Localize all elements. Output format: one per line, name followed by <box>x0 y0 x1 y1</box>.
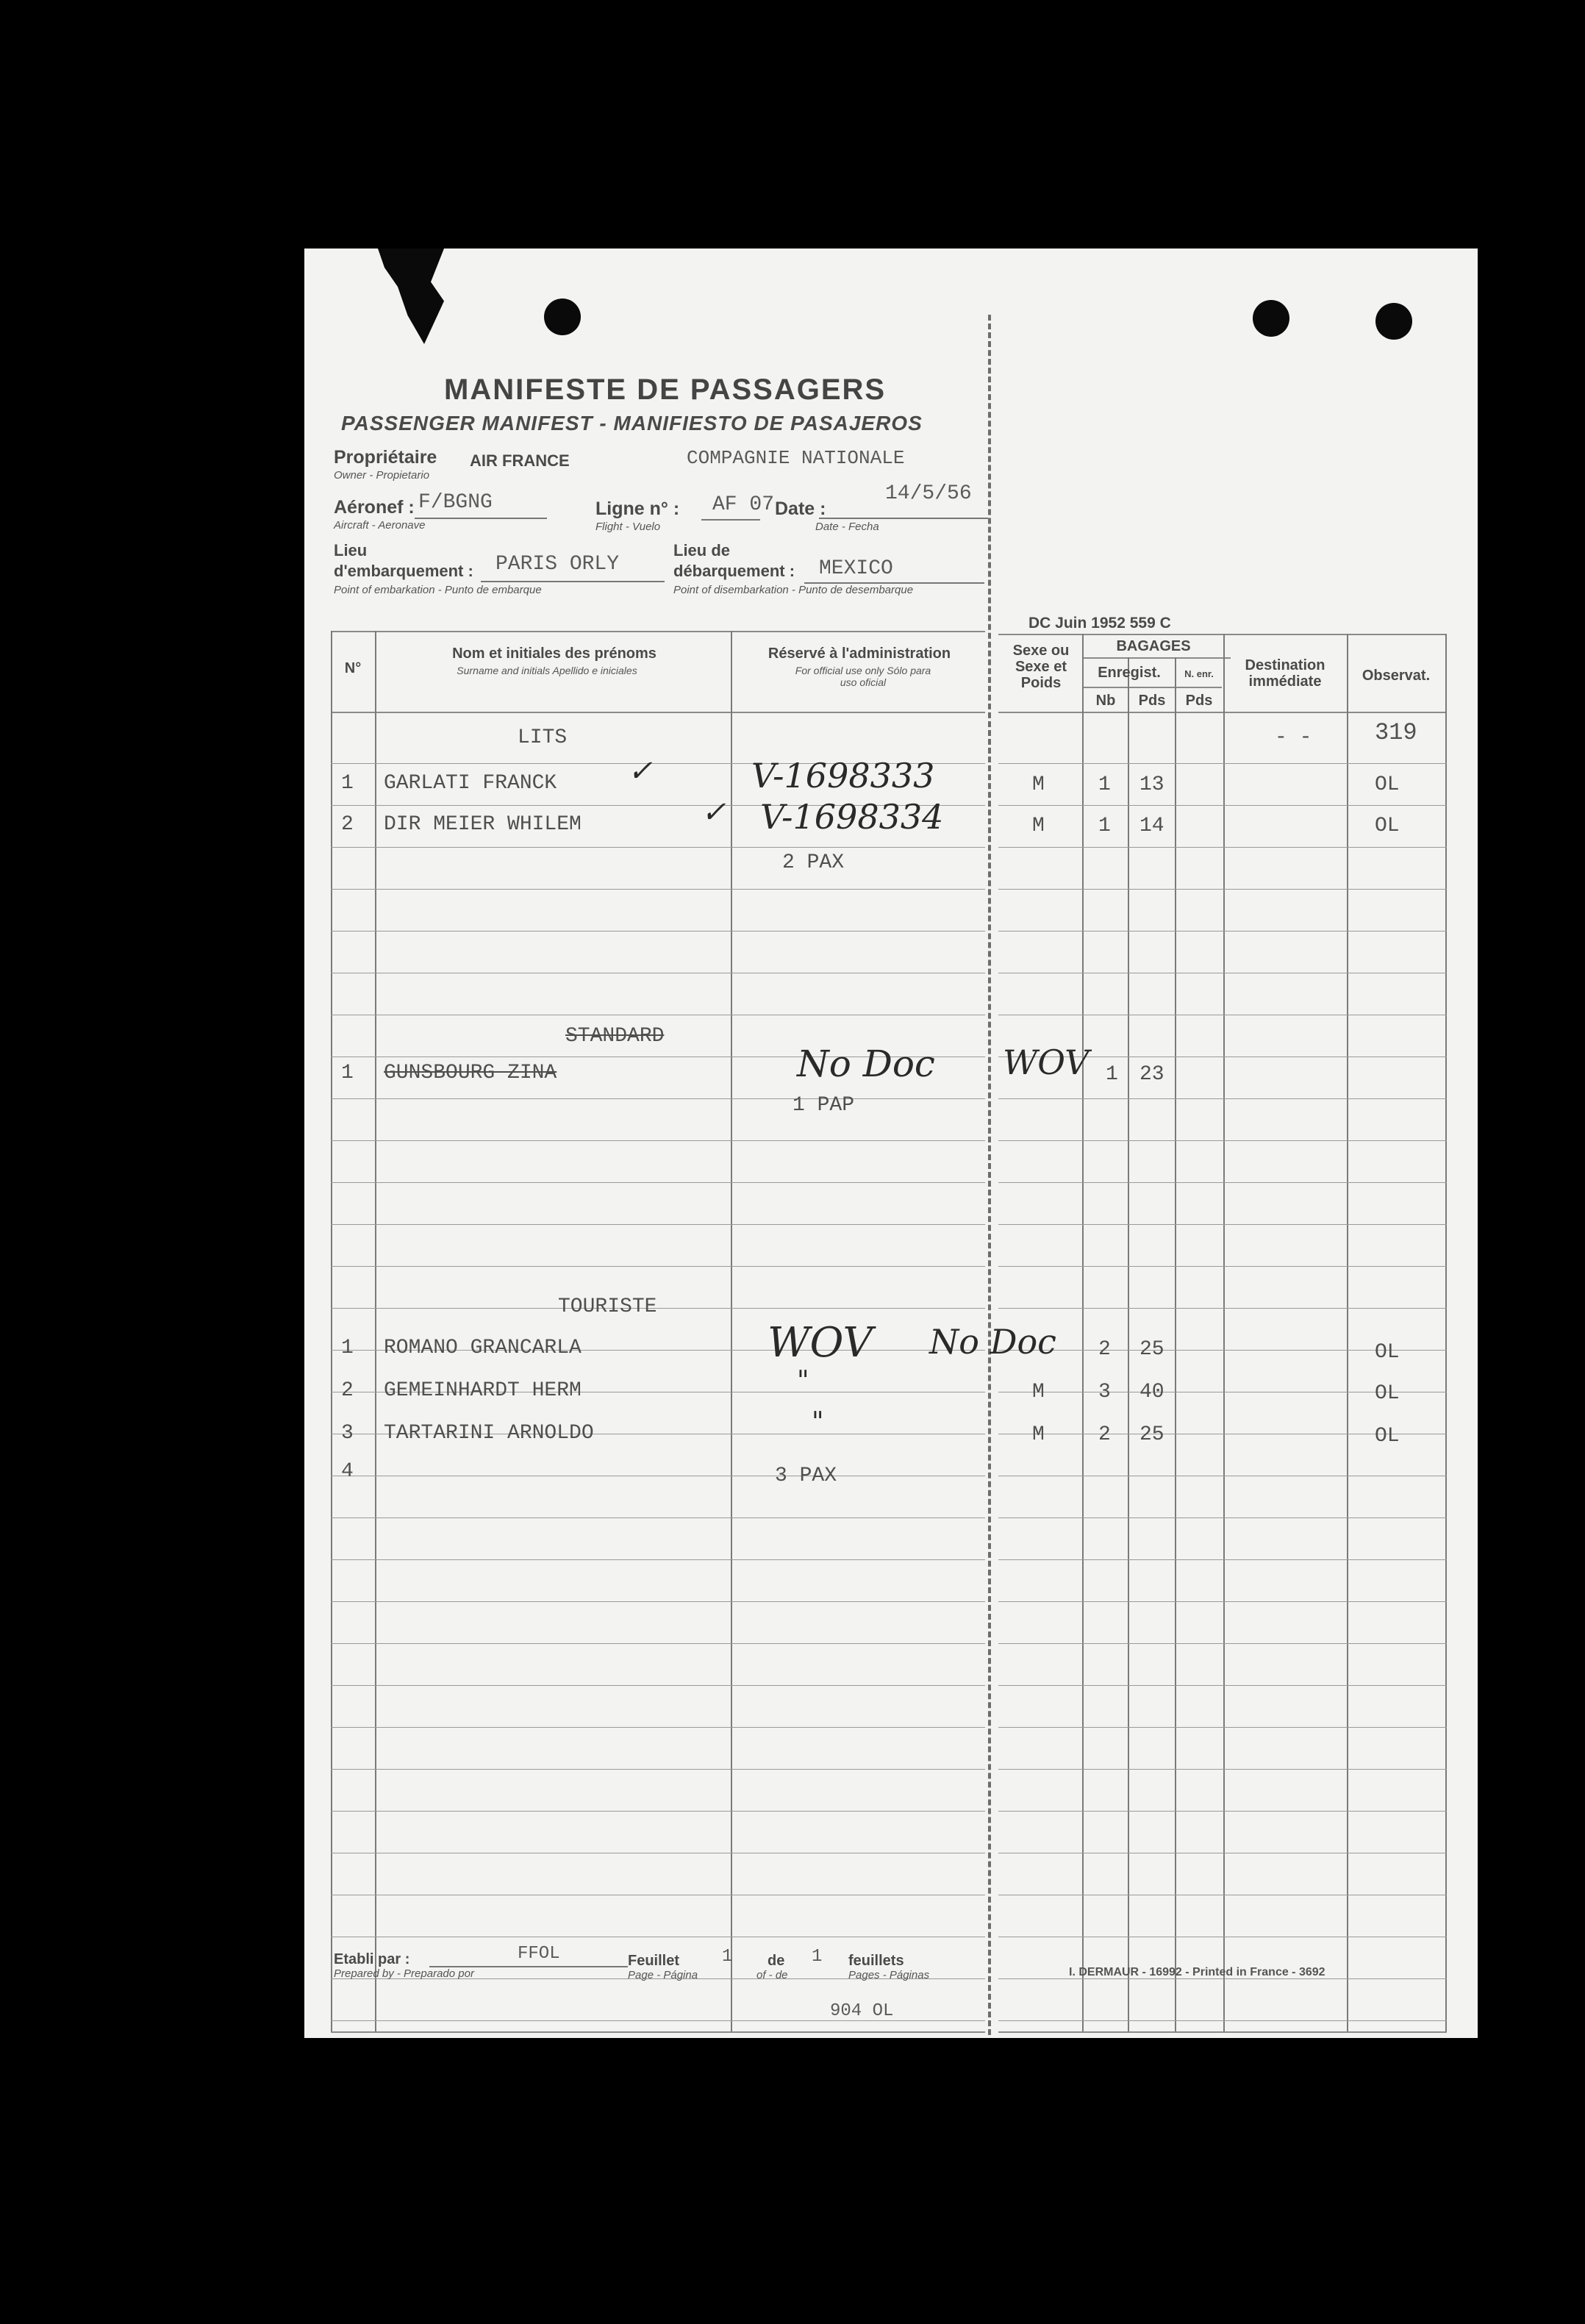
row-rule <box>331 1182 985 1183</box>
section-standard: STANDARD <box>565 1025 665 1048</box>
owner-label: Propriétaire <box>334 447 437 468</box>
disembark-label-2: débarquement : <box>673 562 795 580</box>
row-rule <box>331 1811 985 1812</box>
disembark-label-1: Lieu de <box>673 541 731 559</box>
bag-count: 3 <box>1098 1381 1111 1404</box>
bag-count: 2 <box>1098 1423 1111 1446</box>
table-border <box>998 2031 1447 2033</box>
header-destination: Destination immédiate <box>1245 657 1325 690</box>
row-rule <box>998 2020 1447 2021</box>
printer-line: I. DERMAUR - 16992 - Printed in France - 3692 <box>1069 1966 1325 1978</box>
row-rule <box>998 1140 1447 1141</box>
header-nb: Nb <box>1095 693 1116 709</box>
lits-total: 2 PAX <box>782 851 845 874</box>
flight-label: Ligne n° : <box>595 498 680 519</box>
admin-note: WOV <box>768 1319 873 1367</box>
row-rule <box>331 847 985 848</box>
header-name-sub: Surname and initials Apellido e iniciales <box>457 665 637 676</box>
header-name: Nom et initiales des prénoms <box>452 646 656 662</box>
row-number: 2 <box>341 1379 354 1402</box>
observation: OL <box>1375 773 1400 796</box>
row-rule <box>998 1601 1447 1602</box>
manifest-title: MANIFESTE DE PASSAGERS <box>444 373 887 406</box>
passenger-sex: M <box>1032 773 1045 796</box>
punch-hole <box>1375 303 1412 340</box>
bag-weight: 13 <box>1139 773 1164 796</box>
prepared-by-value: FFOL <box>518 1944 560 1964</box>
header-observations: Observat. <box>1362 668 1431 684</box>
bag-weight: 25 <box>1139 1423 1164 1446</box>
bottom-note: 904 OL <box>830 2001 894 2021</box>
header-no: N° <box>344 660 362 676</box>
row-rule <box>331 1601 985 1602</box>
passenger-sex: M <box>1032 1381 1045 1404</box>
underline <box>481 581 665 582</box>
table-border <box>1082 687 1222 688</box>
ditto-mark: " <box>812 1407 824 1437</box>
section-lits: LITS <box>518 726 568 749</box>
observation: OL <box>1375 1341 1400 1364</box>
row-rule <box>998 1308 1447 1309</box>
table-border <box>1082 634 1084 2031</box>
disembark-value: MEXICO <box>819 557 893 580</box>
table-border <box>331 631 332 2031</box>
table-border <box>998 712 1447 713</box>
header-enregist: Enregist. <box>1098 665 1161 681</box>
table-border <box>1175 657 1176 2031</box>
underline <box>819 518 988 519</box>
row-rule <box>998 1643 1447 1644</box>
torn-corner <box>378 249 444 344</box>
bag-count: 2 <box>1098 1338 1111 1361</box>
flight-value: AF 07 <box>712 493 775 516</box>
touriste-total: 3 PAX <box>775 1465 837 1487</box>
prepared-by-sub: Prepared by - Preparado por <box>334 1967 474 1980</box>
bag-weight: 14 <box>1139 815 1164 837</box>
row-rule <box>998 1266 1447 1267</box>
punch-hole <box>544 298 581 335</box>
row-rule <box>331 1769 985 1770</box>
admin-note: No Doc <box>797 1043 935 1085</box>
underline <box>415 518 547 519</box>
page-sub: Page - Página <box>628 1969 698 1981</box>
obs-number: 319 <box>1375 719 1417 746</box>
row-rule <box>998 1727 1447 1728</box>
row-rule <box>998 805 1447 806</box>
row-rule <box>331 1727 985 1728</box>
of-label: de <box>768 1953 785 1969</box>
row-rule <box>331 931 985 932</box>
embark-sublabel: Point of embarkation - Punto de embarque <box>334 584 542 596</box>
passenger-name: GARLATI FRANCK <box>384 772 557 795</box>
table-border <box>1128 657 1129 2031</box>
row-rule <box>998 1769 1447 1770</box>
row-rule <box>331 1559 985 1560</box>
of-sub: of - de <box>756 1969 788 1981</box>
bag-count: 1 <box>1098 815 1111 837</box>
punch-hole <box>1253 300 1289 337</box>
header-non-enreg: N. enr. <box>1184 668 1214 679</box>
row-rule <box>331 1140 985 1141</box>
row-rule <box>331 889 985 890</box>
observation: OL <box>1375 1382 1400 1405</box>
table-border <box>375 631 376 2031</box>
row-rule <box>331 1098 985 1099</box>
observation: OL <box>1375 1425 1400 1448</box>
embark-value: PARIS ORLY <box>495 553 620 576</box>
date-sublabel: Date - Fecha <box>815 521 879 533</box>
sex-note: WOV <box>1003 1043 1090 1082</box>
check-mark: ✓ <box>701 795 726 829</box>
bag-weight: 25 <box>1139 1338 1164 1361</box>
passenger-name: GEMEINHARDT HERM <box>384 1379 582 1402</box>
passenger-name: GUNSBOURG ZINA <box>384 1062 557 1084</box>
header-pds-2: Pds <box>1185 693 1213 709</box>
row-rule <box>998 1811 1447 1812</box>
row-rule <box>331 1517 985 1518</box>
table-border <box>331 631 985 632</box>
admin-note-2: No Doc <box>929 1322 1056 1362</box>
row-rule <box>998 1098 1447 1099</box>
passenger-sex: M <box>1032 1423 1045 1446</box>
date-value: 14/5/56 <box>885 482 972 505</box>
row-rule <box>998 889 1447 890</box>
underline <box>429 1966 628 1967</box>
row-number: 1 <box>341 772 354 795</box>
table-border <box>331 2031 985 2033</box>
table-border <box>1082 657 1231 659</box>
manifest-subtitle: PASSENGER MANIFEST - MANIFIESTO DE PASAJEROS <box>341 412 923 435</box>
table-border <box>1347 634 1348 2031</box>
row-number: 4 <box>341 1460 354 1483</box>
header-admin-sub: For official use only Sólo para uso oficial <box>795 665 931 688</box>
row-rule <box>998 847 1447 848</box>
row-rule <box>998 1559 1447 1560</box>
embark-label-2: d'embarquement : <box>334 562 473 580</box>
bag-weight: 23 <box>1139 1063 1164 1086</box>
row-rule <box>998 1517 1447 1518</box>
row-number: 1 <box>341 1337 354 1359</box>
passenger-sex: M <box>1032 815 1045 837</box>
bag-weight: 40 <box>1139 1381 1164 1404</box>
standard-total: 1 PAP <box>792 1094 855 1117</box>
owner-value: COMPAGNIE NATIONALE <box>687 447 905 469</box>
sheets-label: feuillets <box>848 1953 904 1969</box>
row-rule <box>998 1224 1447 1225</box>
bag-count: 1 <box>1098 773 1111 796</box>
table-border <box>1445 634 1447 2031</box>
row-rule <box>331 1308 985 1309</box>
observation: OL <box>1375 815 1400 837</box>
underline <box>804 582 984 584</box>
owner-printed: AIR FRANCE <box>470 451 570 470</box>
row-number: 1 <box>341 1062 354 1084</box>
aircraft-label: Aéronef : <box>334 497 415 518</box>
owner-sublabel: Owner - Propietario <box>334 469 430 482</box>
row-rule <box>331 1643 985 1644</box>
sheet-label: Feuillet <box>628 1953 680 1969</box>
admin-number: V-1698333 <box>751 756 935 795</box>
row-rule <box>331 1266 985 1267</box>
table-border <box>331 712 985 713</box>
row-rule <box>331 1224 985 1225</box>
header-sex: Sexe ou Sexe et Poids <box>1012 643 1070 691</box>
sheet-value: 1 <box>722 1947 733 1967</box>
row-rule <box>998 1182 1447 1183</box>
row-rule <box>998 931 1447 932</box>
table-border <box>731 631 732 2031</box>
dest-dash: - - <box>1275 726 1312 749</box>
table-border <box>998 634 1447 635</box>
date-label: Date : <box>775 498 826 519</box>
form-code: DC Juin 1952 559 C <box>1028 615 1171 632</box>
passenger-name: DIR MEIER WHILEM <box>384 813 582 836</box>
flight-sublabel: Flight - Vuelo <box>595 521 661 533</box>
table-border <box>1223 634 1225 2031</box>
row-number: 2 <box>341 813 354 836</box>
admin-number: V-1698334 <box>760 797 944 837</box>
of-value: 1 <box>812 1947 823 1967</box>
passenger-name: ROMANO GRANCARLA <box>384 1337 582 1359</box>
prepared-by-label: Etabli par : <box>334 1951 410 1967</box>
header-bagages: BAGAGES <box>1116 638 1191 654</box>
row-rule <box>998 763 1447 764</box>
disembark-sublabel: Point of disembarkation - Punto de desembarque <box>673 584 914 596</box>
aircraft-value: F/BGNG <box>418 491 493 514</box>
check-mark: ✓ <box>628 754 653 788</box>
manifest-sheet <box>304 249 1478 2038</box>
underline <box>701 519 760 521</box>
embark-label-1: Lieu <box>334 541 368 559</box>
pages-sub: Pages - Páginas <box>848 1969 930 1981</box>
row-number: 3 <box>341 1422 354 1445</box>
section-touriste: TOURISTE <box>558 1295 657 1318</box>
header-admin: Réservé à l'administration <box>768 646 951 662</box>
row-rule <box>998 1685 1447 1686</box>
ditto-mark: " <box>797 1366 809 1396</box>
passenger-name: TARTARINI ARNOLDO <box>384 1422 594 1445</box>
perforation-line <box>988 315 991 2035</box>
row-rule <box>331 1685 985 1686</box>
bag-count: 1 <box>1106 1063 1118 1086</box>
header-pds: Pds <box>1138 693 1166 709</box>
aircraft-sublabel: Aircraft - Aeronave <box>334 519 426 532</box>
